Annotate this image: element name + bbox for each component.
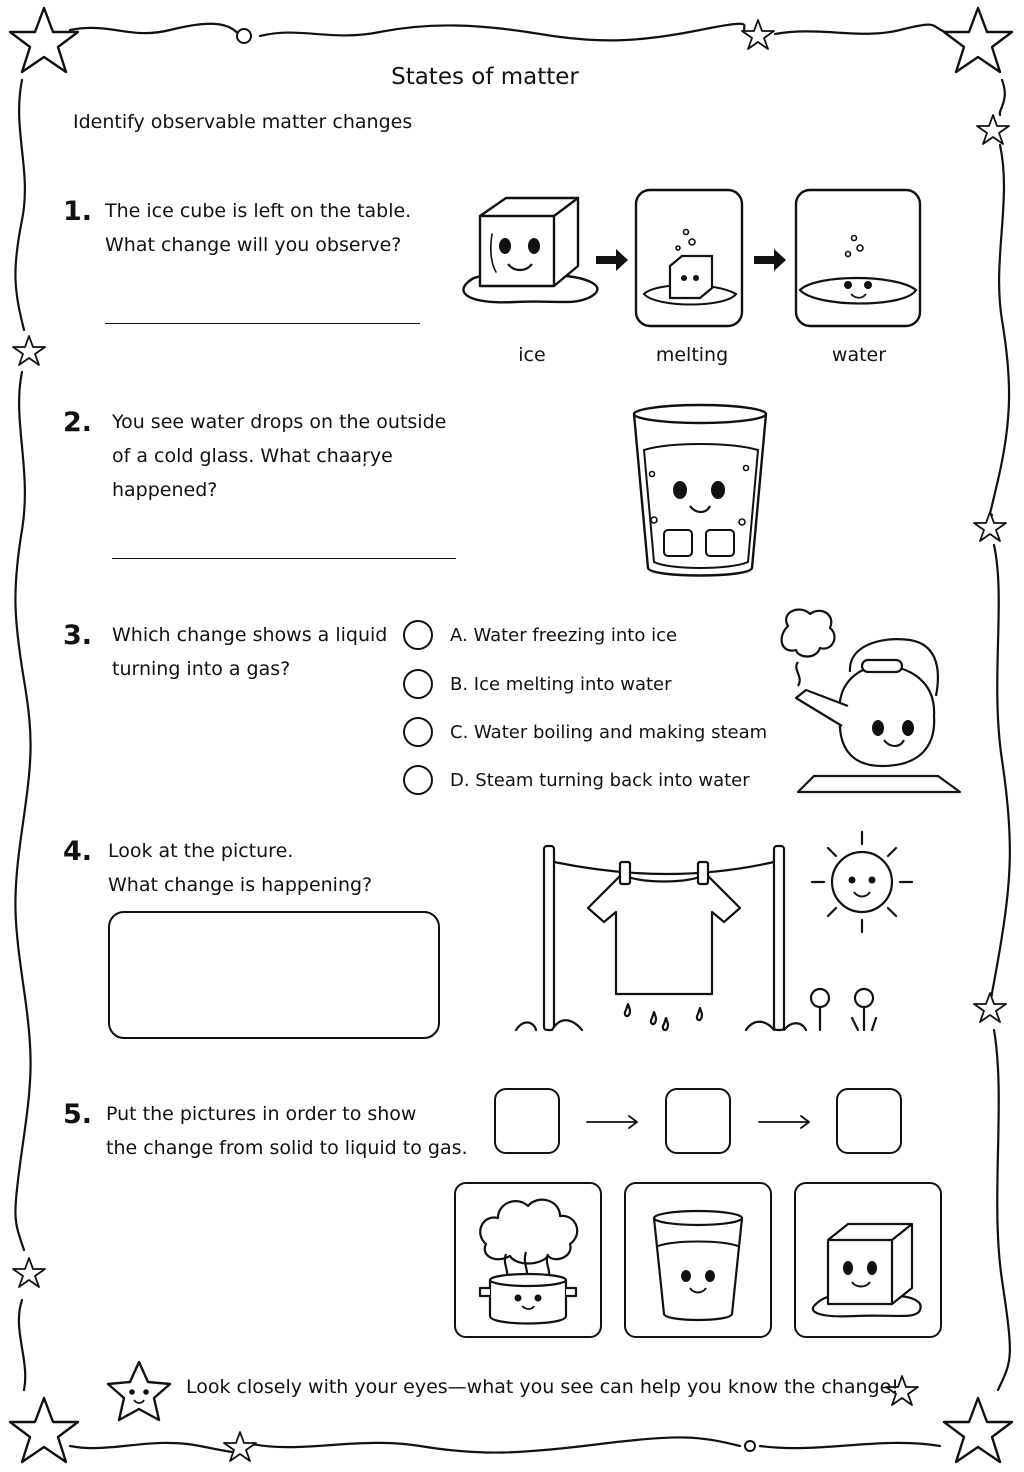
question-1-line-2: What change will you observe? (105, 234, 402, 256)
question-4-text (108, 834, 372, 902)
card-ice-cube[interactable] (794, 1182, 942, 1338)
question-5-text (106, 1097, 468, 1165)
boiling-pot-icon (456, 1184, 600, 1336)
option-d[interactable] (403, 763, 750, 797)
option-a-label: A. Water freezing into ice (450, 624, 678, 646)
question-5-line-2: the change from solid to liquid to gas. (106, 1137, 468, 1159)
question-3-text (112, 618, 387, 686)
option-d-label: D. Steam turning back into water (450, 769, 750, 791)
order-slot-1[interactable] (494, 1088, 560, 1154)
question-4-answer-box[interactable] (108, 911, 440, 1039)
cold-glass-illustration (630, 402, 770, 582)
option-b[interactable] (403, 667, 672, 701)
question-2-line-3: happened? (112, 479, 218, 501)
question-2-number: 2. (63, 407, 93, 438)
option-d-radio[interactable] (403, 765, 433, 795)
smiling-star-icon (104, 1360, 174, 1424)
question-2-line-1: You see water drops on the outside (112, 411, 447, 433)
question-3-line-1: Which change shows a liquid (112, 624, 388, 646)
option-a-radio[interactable] (403, 620, 433, 650)
sequence-label-water: water (831, 344, 887, 366)
card-glass-of-water[interactable] (624, 1182, 772, 1338)
question-4-line-2: What change is happening? (108, 874, 373, 896)
footer-tip: Look closely with your eyes—what you see can help you know the change! (186, 1376, 899, 1398)
question-3-line-2: turning into a gas? (112, 658, 291, 680)
question-1-text (105, 194, 411, 262)
order-slot-3[interactable] (836, 1088, 902, 1154)
question-2-line-2: of a cold glass. What chaaŗye (112, 445, 393, 467)
question-2-text (112, 405, 446, 507)
question-1-number: 1. (63, 196, 93, 227)
option-c-label: C. Water boiling and making steam (450, 721, 768, 743)
page-title: States of matter (391, 64, 579, 90)
option-b-label: B. Ice melting into water (450, 673, 672, 695)
card-boiling-pot[interactable] (454, 1182, 602, 1338)
question-2-answer-line[interactable] (112, 558, 456, 559)
sequence-label-ice: ice (518, 344, 546, 366)
question-4-number: 4. (63, 836, 93, 867)
kettle-illustration (770, 606, 970, 796)
question-3-number: 3. (63, 620, 93, 651)
sequence-label-melting: melting (655, 344, 729, 366)
option-c-radio[interactable] (403, 717, 433, 747)
question-1-answer-line[interactable] (105, 323, 420, 324)
option-c[interactable] (403, 715, 767, 749)
question-5-line-1: Put the pictures in order to show (106, 1103, 417, 1125)
question-1-line-1: The ice cube is left on the table. (105, 200, 412, 222)
option-a[interactable] (403, 618, 677, 652)
option-b-radio[interactable] (403, 669, 433, 699)
glass-of-water-icon (626, 1184, 770, 1336)
question-4-line-1: Look at the picture. (108, 840, 294, 862)
ice-cube-icon (796, 1184, 940, 1336)
page-subtitle: Identify observable matter changes (73, 111, 413, 133)
drying-shirt-illustration (512, 818, 922, 1040)
order-arrows (585, 1112, 835, 1132)
question-5-number: 5. (63, 1099, 93, 1130)
melting-sequence-illustration (456, 186, 926, 336)
